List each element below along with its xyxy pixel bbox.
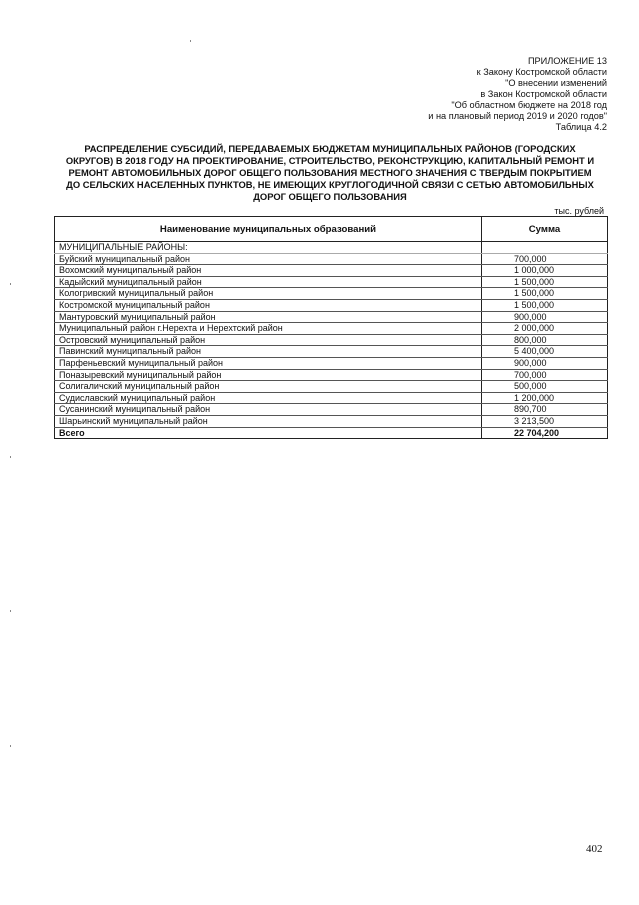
scan-speck (10, 610, 11, 612)
district-name: Кологривский муниципальный район (55, 288, 482, 300)
annex-line: к Закону Костромской области (476, 67, 607, 77)
annex-title: ПРИЛОЖЕНИЕ 13 (527, 56, 607, 66)
heading-line: ДОРОГ ОБЩЕГО ПОЛЬЗОВАНИЯ (253, 191, 407, 202)
subsidy-table (54, 216, 608, 439)
annex-line: в Закон Костромской области (480, 89, 607, 99)
column-header-sum: Сумма (482, 217, 608, 242)
heading-line: ДО СЕЛЬСКИХ НАСЕЛЕННЫХ ПУНКТОВ, НЕ ИМЕЮЩИХ КРУГЛОГОДИЧНОЙ СВЯЗИ С СЕТЬЮ АВТОМОБИЛЬНЫХ (66, 179, 594, 190)
column-header-name: Наименование муниципальных образований (55, 217, 482, 242)
district-sum: 800,000 (482, 334, 608, 346)
document-heading (52, 143, 608, 203)
district-sum: 1 500,000 (482, 288, 608, 300)
heading-line: РЕМОНТ АВТОМОБИЛЬНЫХ ДОРОГ ОБЩЕГО ПОЛЬЗОВАНИЯ МЕСТНОГО ЗНАЧЕНИЯ С ТВЕРДЫМ ПОКРЫТИЕМ (68, 167, 592, 178)
table-row (55, 265, 608, 277)
table-row (55, 334, 608, 346)
table-row (55, 299, 608, 311)
district-sum: 1 500,000 (482, 276, 608, 288)
district-name: Павинский муниципальный район (55, 346, 482, 358)
district-sum: 890,700 (482, 404, 608, 416)
district-name: Судиславский муниципальный район (55, 392, 482, 404)
annex-header (307, 56, 607, 133)
heading-line: ОКРУГОВ) В 2018 ГОДУ НА ПРОЕКТИРОВАНИЕ, СТРОИТЕЛЬСТВО, РЕКОНСТРУКЦИЮ, КАПИТАЛЬНЫЙ РЕМОНТ И (65, 155, 595, 166)
scan-speck (10, 745, 11, 747)
table-row (55, 357, 608, 369)
district-name: Парфеньевский муниципальный район (55, 357, 482, 369)
table-row (55, 253, 608, 265)
district-sum: 700,000 (482, 253, 608, 265)
table-row (55, 415, 608, 427)
district-sum: 1 500,000 (482, 299, 608, 311)
table-row (55, 323, 608, 335)
district-name: Муниципальный район г.Нерехта и Нерехтский район (55, 323, 482, 335)
page-number: 402 (586, 843, 603, 855)
district-sum: 1 200,000 (482, 392, 608, 404)
section-label: МУНИЦИПАЛЬНЫЕ РАЙОНЫ: (55, 242, 482, 254)
district-name: Кадыйский муниципальный район (55, 276, 482, 288)
district-sum: 2 000,000 (482, 323, 608, 335)
district-sum: 500,000 (482, 381, 608, 393)
section-sum-empty (482, 242, 608, 254)
table-row (55, 381, 608, 393)
district-name: Буйский муниципальный район (55, 253, 482, 265)
district-name: Вохомский муниципальный район (55, 265, 482, 277)
heading-line: РАСПРЕДЕЛЕНИЕ СУБСИДИЙ, ПЕРЕДАВАЕМЫХ БЮДЖЕТАМ МУНИЦИПАЛЬНЫХ РАЙОНОВ (ГОРОДСКИХ (84, 143, 576, 154)
annex-line: и на плановый период 2019 и 2020 годов" (428, 111, 607, 121)
scan-speck (190, 40, 191, 42)
district-sum: 700,000 (482, 369, 608, 381)
section-row (55, 242, 608, 254)
district-sum: 900,000 (482, 311, 608, 323)
units-label: тыс. рублей (554, 206, 604, 216)
table-row (55, 369, 608, 381)
district-sum: 1 000,000 (482, 265, 608, 277)
table-row (55, 346, 608, 358)
table-row (55, 392, 608, 404)
district-name: Солигаличский муниципальный район (55, 381, 482, 393)
table-number: Таблица 4.2 (555, 122, 607, 132)
district-name: Костромской муниципальный район (55, 299, 482, 311)
table-row (55, 276, 608, 288)
district-name: Поназыревский муниципальный район (55, 369, 482, 381)
annex-line: "Об областном бюджете на 2018 год (451, 100, 607, 110)
table-row (55, 311, 608, 323)
district-name: Шарьинский муниципальный район (55, 415, 482, 427)
annex-line: "О внесении изменений (505, 78, 607, 88)
table-row (55, 288, 608, 300)
district-sum: 3 213,500 (482, 415, 608, 427)
district-sum: 5 400,000 (482, 346, 608, 358)
district-name: Мантуровский муниципальный район (55, 311, 482, 323)
total-label: Всего (55, 427, 482, 439)
table-row (55, 404, 608, 416)
district-sum: 900,000 (482, 357, 608, 369)
scan-speck (10, 283, 11, 285)
total-row (55, 427, 608, 439)
scan-speck (10, 456, 11, 458)
total-sum: 22 704,200 (482, 427, 608, 439)
district-name: Островский муниципальный район (55, 334, 482, 346)
district-name: Сусанинский муниципальный район (55, 404, 482, 416)
table-header-row (55, 217, 608, 242)
